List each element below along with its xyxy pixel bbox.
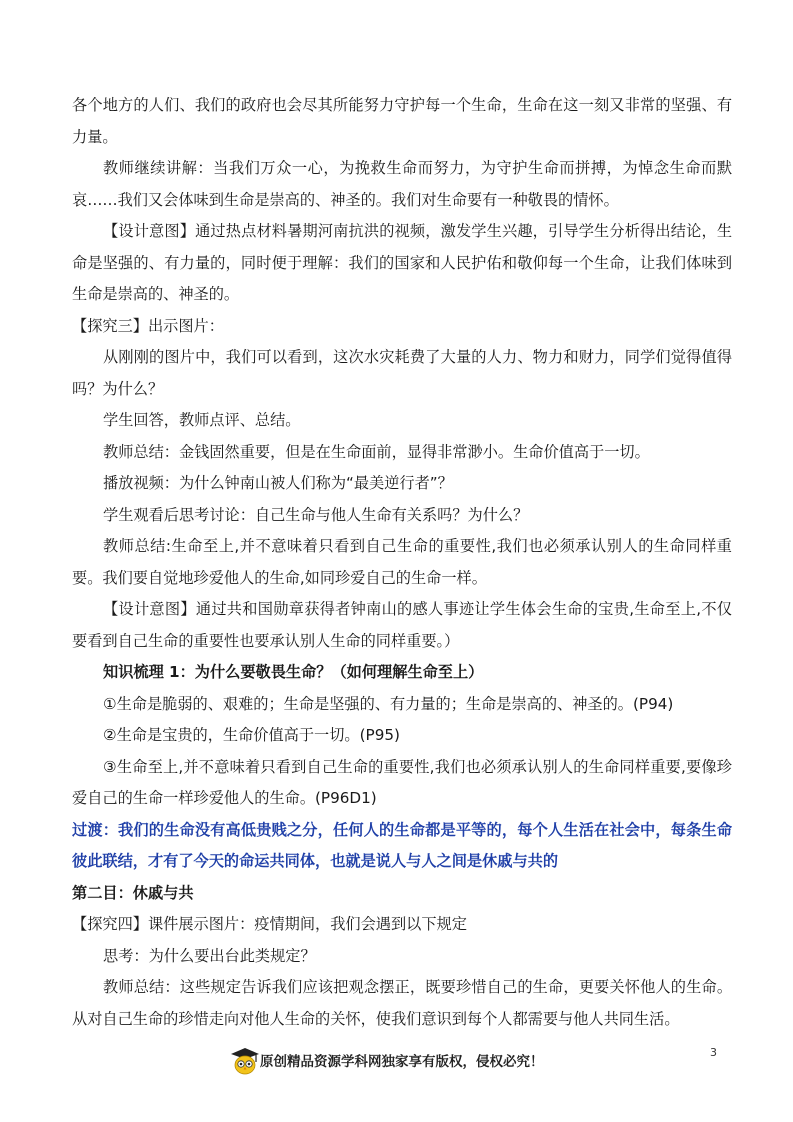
copyright-footer: 原创精品资源学科网独家享有版权，侵权必究！: [260, 1054, 544, 1070]
paragraph-think-question: 思考：为什么要出台此类规定？: [103, 946, 316, 965]
paragraph-design-intent-1: 【设计意图】通过热点材料暑期河南抗洪的视频，激发学生兴趣，引导学生分析得出结论，生命是坚强的、有力量的，同时便于理解：我们的国家和人民护佑和敬仰每一个生命，让我们体味到生命是崇高的、神圣的。: [72, 222, 732, 303]
paragraph-teacher-summary-life: 教师总结:生命至上,并不意味着只看到自己生命的重要性,我们也必须承认别人的生命同样重要。我们要自觉地珍爱他人的生命,如同珍爱自己的生命一样。: [72, 537, 732, 587]
list-item-point-1: ①生命是脆弱的、艰难的；生命是坚强的、有力量的；生命是崇高的、神圣的。(P94): [103, 694, 674, 713]
paragraph-question-flood: 从刚刚的图片中，我们可以看到，这次水灾耗费了大量的人力、物力和财力，同学们觉得值得吗？为什么？: [72, 348, 732, 398]
paragraph-student-discussion: 学生观看后思考讨论：自己生命与他人生命有关系吗？为什么？: [103, 505, 529, 524]
list-item-point-3: ③生命至上,并不意味着只看到自己生命的重要性,我们也必须承认别人的生命同样重要,要像珍爱自己的生命一样珍爱他人的生命。(P96D1): [72, 757, 732, 807]
graduate-owl-icon: [230, 1046, 260, 1076]
paragraph-student-answer: 学生回答，教师点评、总结。: [103, 411, 301, 429]
page-number: 3: [710, 1046, 717, 1059]
heading-knowledge-review-1: 知识梳理 1：为什么要敬畏生命？（如何理解生命至上）: [103, 663, 484, 681]
paragraph-teacher-summary-money: 教师总结：金钱固然重要，但是在生命面前，显得非常渺小。生命价值高于一切。: [103, 442, 650, 461]
paragraph-transition: 过渡：我们的生命没有高低贵贱之分，任何人的生命都是平等的，每个人生活在社会中，每条生命彼此联结，才有了今天的命运共同体，也就是说人与人之间是休戚与共的: [72, 820, 732, 870]
paragraph-play-video: 播放视频：为什么钟南山被人们称为“最美逆行者”？: [103, 474, 453, 492]
heading-explore-three: 【探究三】出示图片：: [72, 316, 224, 335]
page-content: [72, 90, 732, 1035]
paragraph-teacher-explanation: 教师继续讲解：当我们万众一心，为挽救生命而努力，为守护生命而拼搏，为悼念生命而默哀……我们又会体味到生命是崇高的、神圣的。我们对生命要有一种敬畏的情怀。: [72, 159, 732, 209]
heading-section-two: 第二目：休戚与共: [72, 883, 194, 902]
heading-explore-four: 【探究四】课件展示图片：疫情期间，我们会遇到以下规定: [72, 915, 467, 933]
paragraph-teacher-summary-rules: 教师总结：这些规定告诉我们应该把观念摆正，既要珍惜自己的生命，更要关怀他人的生命。从对自己生命的珍惜走向对他人生命的关怀，使我们意识到每个人都需要与他人共同生活。: [72, 978, 732, 1028]
paragraph-design-intent-2: 【设计意图】通过共和国勋章获得者钟南山的感人事迹让学生体会生命的宝贵,生命至上,不仅要看到自己生命的重要性也要承认别人生命的同样重要。）: [72, 600, 732, 650]
list-item-point-2: ②生命是宝贵的，生命价值高于一切。(P95): [103, 726, 400, 744]
paragraph-continuation: 各个地方的人们、我们的政府也会尽其所能努力守护每一个生命，生命在这一刻又非常的坚强、有力量。: [72, 96, 732, 146]
